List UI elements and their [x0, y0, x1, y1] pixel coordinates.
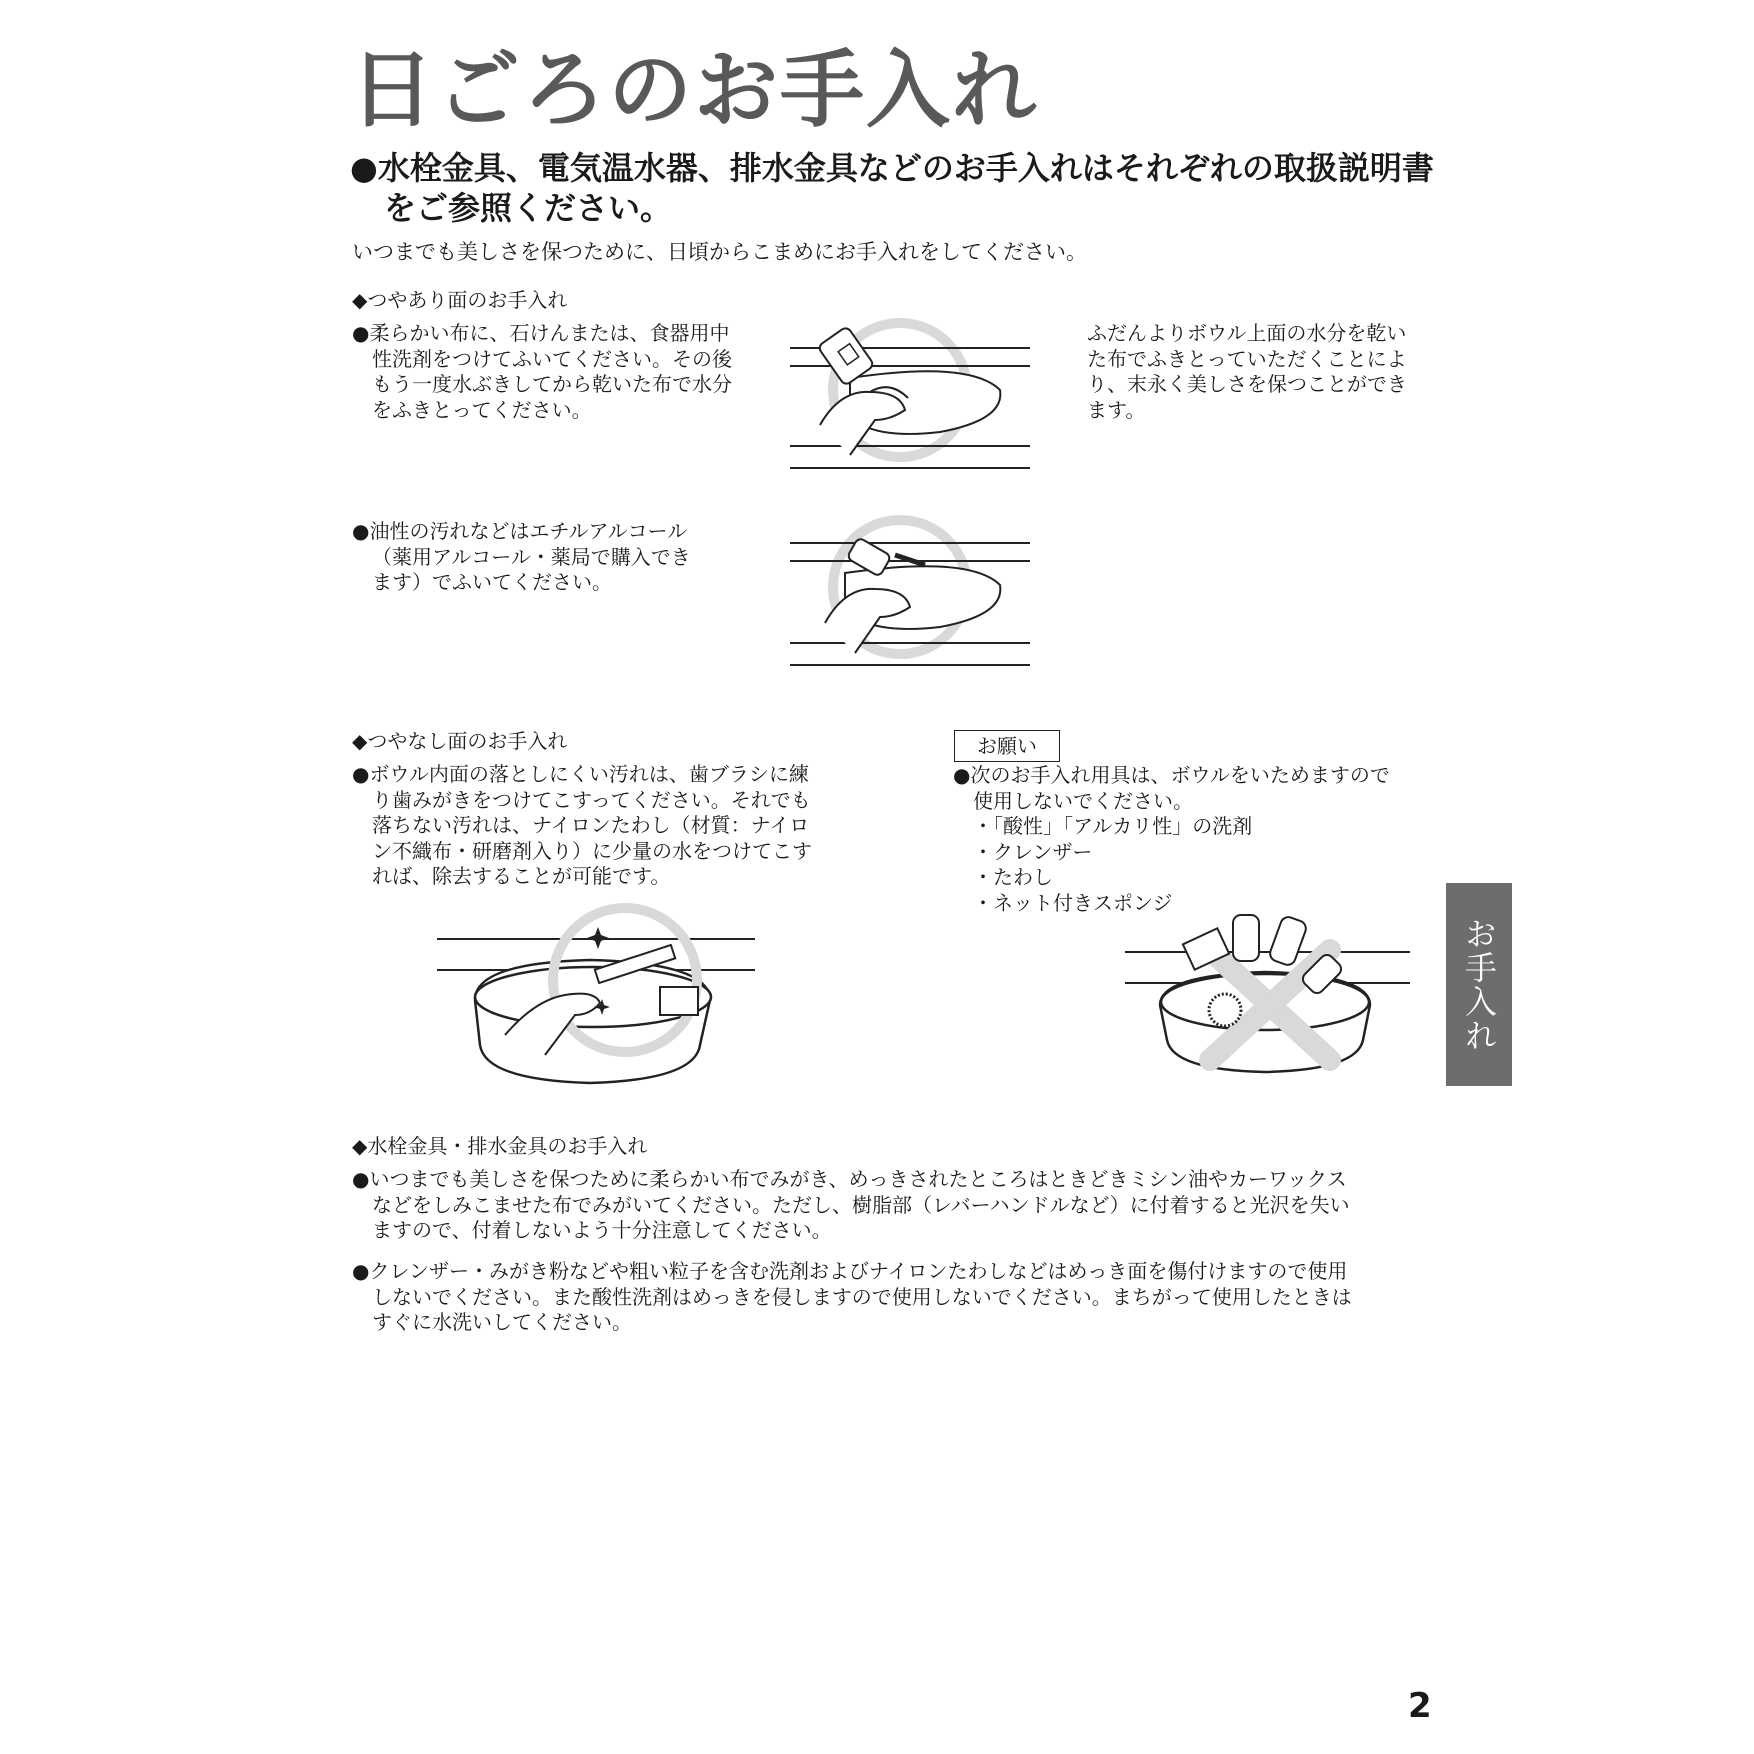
text-line: ●油性の汚れなどはエチルアルコール — [352, 519, 688, 543]
illustration-prohibited-tools — [1125, 910, 1415, 1075]
glossy-bullet-2 — [352, 519, 691, 596]
text-line: ます）でふいてください。 — [372, 570, 612, 594]
illustration-toothbrush-cleaning — [425, 905, 755, 1090]
text-line: ●ボウル内面の落としにくい汚れは、歯ブラシに練 — [352, 762, 809, 786]
glossy-note — [1087, 321, 1407, 423]
text-line: （薬用アルコール・薬局で購入でき — [372, 544, 691, 569]
request-label-box: お願い — [954, 730, 1060, 762]
lead-notice — [350, 148, 1434, 228]
faucet-bullet-2 — [352, 1259, 1352, 1336]
text-line: ますので、付着しないよう十分注意してください。 — [372, 1218, 832, 1242]
page-number: 2 — [1408, 1686, 1432, 1726]
lead-line: をご参照ください。 — [384, 189, 673, 227]
text-line: 落ちない汚れは、ナイロンたわし（材質：ナイロ — [372, 813, 810, 837]
text-line: もう一度水ぶきしてから乾いた布で水分 — [372, 372, 732, 396]
text-line: をふきとってください。 — [372, 397, 592, 422]
intro-text: いつまでも美しさを保つために、日頃からこまめにお手入れをしてください。 — [352, 240, 1087, 264]
text-line: 使用しないでください。 — [973, 788, 1193, 813]
section-heading-faucet: ◆水栓金具・排水金具のお手入れ — [352, 1134, 648, 1158]
side-tab-label: お手入れ — [1460, 916, 1498, 1053]
text-line: ・「酸性」「アルカリ性」の洗剤 — [973, 814, 1253, 838]
text-line: ふだんよりボウル上面の水分を乾い — [1087, 321, 1407, 345]
text-line: れば、除去することが可能です。 — [372, 864, 671, 888]
text-line: ●次のお手入れ用具は、ボウルをいためますので — [953, 763, 1390, 787]
request-list — [953, 763, 1390, 916]
text-line: しないでください。また酸性洗剤はめっきを侵しますので使用しないでください。まちがって使用したときは — [372, 1284, 1352, 1309]
faucet-bullet-1 — [352, 1167, 1350, 1244]
text-line: ン不織布・研磨剤入り）に少量の水をつけてこす — [372, 838, 812, 863]
text-line: ●柔らかい布に、石けんまたは、食器用中 — [352, 321, 730, 345]
text-line: ・クレンザー — [973, 839, 1093, 864]
text-line: ます。 — [1087, 397, 1146, 422]
matte-bullet-1 — [352, 762, 812, 890]
lead-line: ●水栓金具、電気温水器、排水金具などのお手入れはそれぞれの取扱説明書 — [350, 149, 1434, 187]
text-line: り歯みがきをつけてこすってください。それでも — [372, 787, 811, 812]
side-tab-care — [1446, 883, 1512, 1086]
text-line: ●いつまでも美しさを保つために柔らかい布でみがき、めっきされたところはときどきミシン油やカーワックス — [352, 1167, 1347, 1191]
detergent-bottle-icon — [660, 987, 698, 1015]
section-heading-matte: ◆つやなし面のお手入れ — [352, 729, 568, 753]
text-line: た布でふきとっていただくことによ — [1087, 346, 1407, 371]
text-line: ・ネット付きスポンジ — [973, 890, 1173, 915]
text-line: ●クレンザー・みがき粉などや粗い粒子を含む洗剤およびナイロンたわしなどはめっき面を傷付けますので使用 — [352, 1259, 1348, 1283]
text-line: などをしみこませた布でみがいてください。ただし、樹脂部（レバーハンドルなど）に付着すると光沢を失い — [372, 1192, 1350, 1217]
section-heading-glossy: ◆つやあり面のお手入れ — [352, 288, 568, 312]
text-line: すぐに水洗いしてください。 — [372, 1310, 632, 1334]
text-line: ・たわし — [973, 865, 1053, 889]
illustration-alcohol-wiping — [790, 515, 1030, 670]
glossy-bullet-1 — [352, 321, 732, 423]
page-title: 日ごろのお手入れ — [350, 41, 1039, 139]
text-line: り、末永く美しさを保つことができ — [1087, 372, 1407, 396]
text-line: 性洗剤をつけてふいてください。その後 — [372, 346, 732, 371]
illustration-wiping-cloth — [790, 320, 1030, 475]
